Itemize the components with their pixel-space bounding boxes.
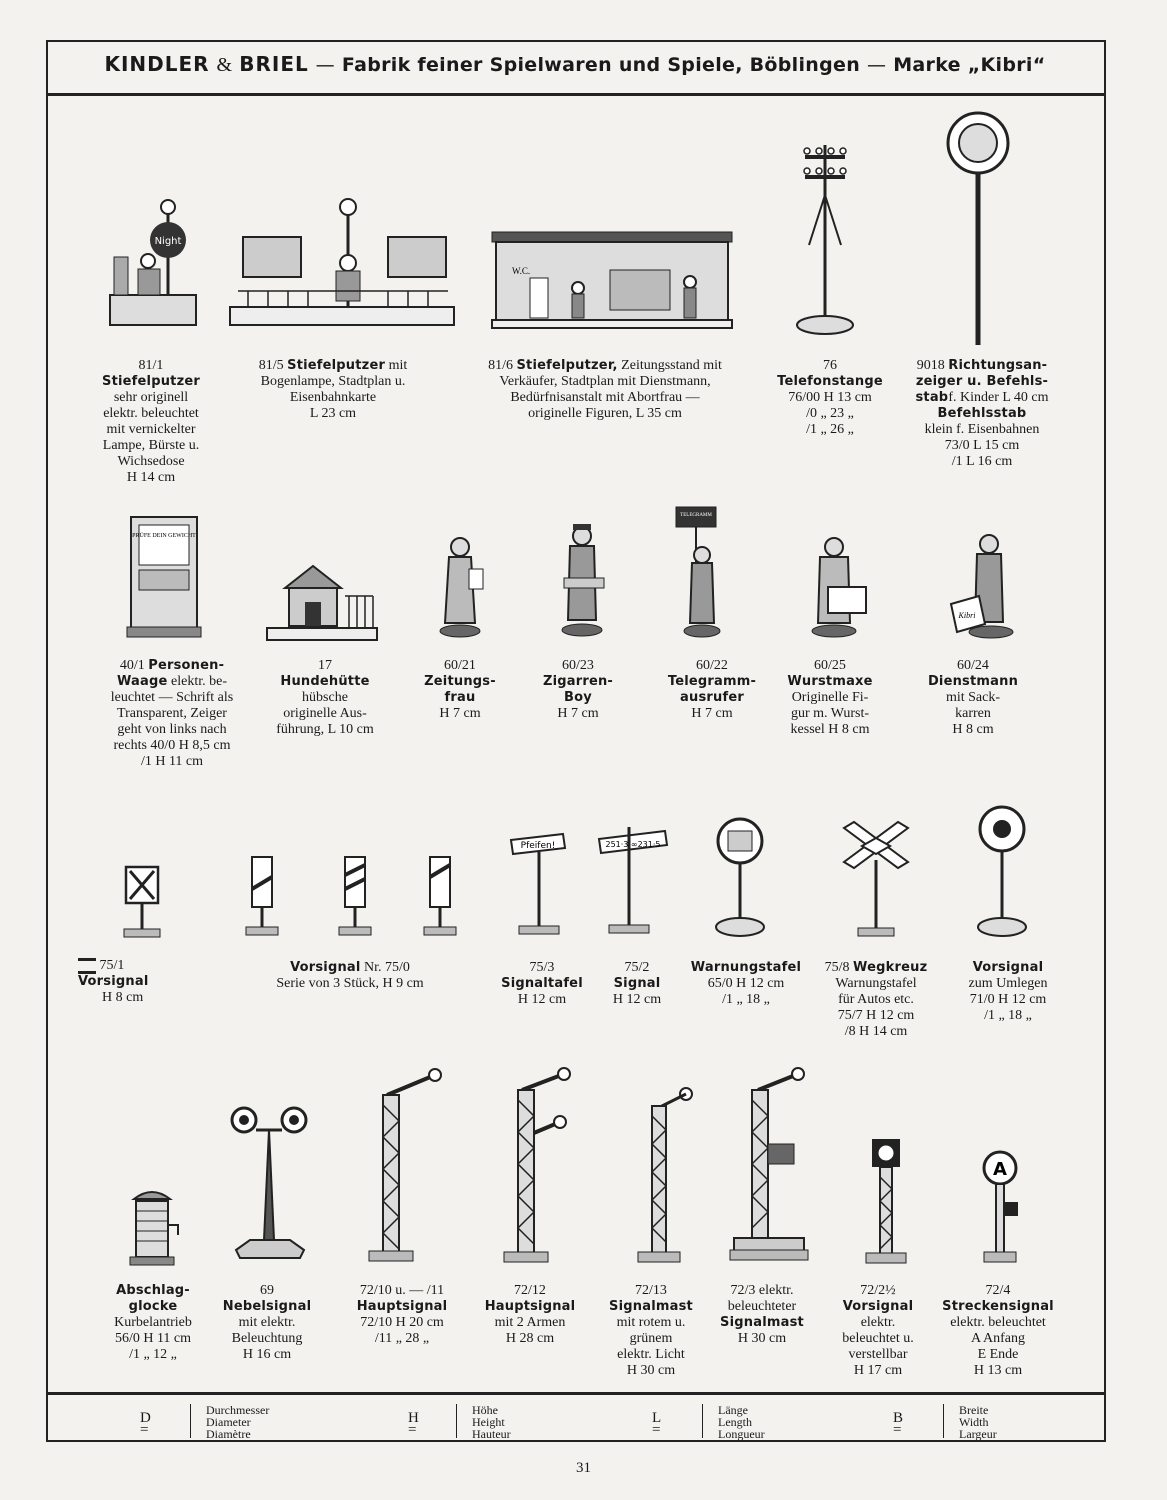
item-desc: mit 2 Armen: [494, 1315, 566, 1330]
legend-word: Diameter: [206, 1415, 251, 1429]
item-75-1: [78, 958, 158, 1006]
item-72-4: [935, 1283, 1061, 1379]
item-size: /1 „ 18 „: [984, 1008, 1032, 1023]
telegram-board-text: TELEGRAMM: [680, 513, 712, 518]
item-size: originelle Figuren, L 35 cm: [528, 406, 682, 421]
legend-key: L =: [652, 1410, 661, 1438]
item-number: 75/2: [624, 960, 650, 975]
item-number: 72/4: [985, 1283, 1011, 1298]
item-75-2: [592, 960, 682, 1008]
night-sign-text: Night: [154, 236, 182, 247]
signal-icon: [78, 958, 96, 974]
legend-key: D =: [140, 1410, 151, 1438]
header-subtitle: Fabrik feiner Spielwaren und Spiele, Böblingen: [341, 54, 861, 76]
item-name: Warnungstafel: [690, 960, 802, 975]
item-number: 81/5: [258, 358, 284, 373]
legend-word: Width: [959, 1415, 989, 1429]
item-name: Stiefelputzer: [287, 358, 386, 373]
item-size: /1 L 16 cm: [951, 454, 1013, 469]
item-desc: Kurbelantrieb: [114, 1315, 192, 1330]
item-desc: leuchtet — Schrift als: [110, 690, 234, 705]
item-desc: Beleuchtung: [231, 1331, 303, 1346]
signal-board-pfeifen-picture: [505, 830, 570, 940]
header-mark: Marke „Kibri“: [893, 54, 1046, 76]
item-name: Zigarren-: [542, 674, 614, 689]
item-name: Waage: [116, 674, 168, 689]
railway-crossing-picture: [838, 820, 913, 940]
direction-staff-picture: [945, 110, 1015, 350]
item-72-10: [332, 1283, 472, 1347]
item-number: 60/21: [444, 658, 476, 673]
item-desc: beleuchteter: [727, 1299, 797, 1314]
item-name: Vorsignal: [78, 974, 149, 990]
brand-briel: BRIEL: [239, 52, 309, 76]
item-size: 65/0 H 12 cm: [707, 976, 785, 991]
item-desc: mit elektr.: [238, 1315, 296, 1330]
legend-word: Hauteur: [472, 1427, 511, 1441]
item-name: Streckensignal: [942, 1299, 1054, 1314]
item-desc: hübsche: [302, 690, 348, 705]
legend-words: [959, 1404, 997, 1440]
legend-word: Longueur: [718, 1427, 765, 1441]
item-number: 72/2½: [860, 1283, 896, 1298]
item-size: Serie von 3 Stück, H 9 cm: [276, 976, 424, 991]
item-number: 72/3 elektr.: [730, 1283, 794, 1298]
item-size: H 8 cm: [952, 722, 994, 737]
item-name: Befehlsstab: [937, 406, 1027, 421]
distant-signal-series-picture: [240, 855, 470, 940]
item-size: H 30 cm: [626, 1363, 676, 1378]
item-name: Richtungsan-: [948, 358, 1048, 373]
item-size: 73/0 L 15 cm: [944, 438, 1020, 453]
item-name: Hundehütte: [280, 674, 370, 689]
warning-board-picture: [710, 815, 770, 940]
porter-cart-figure: [945, 532, 1025, 640]
item-size: 71/0 H 12 cm: [969, 992, 1047, 1007]
item-name: Telegramm-: [667, 674, 757, 689]
item-60-25: [770, 658, 890, 738]
item-name: stab: [915, 390, 949, 405]
item-72-13: [596, 1283, 706, 1379]
item-75-8: [812, 960, 940, 1040]
item-desc: mit Sack-: [945, 690, 1001, 705]
item-name: Dienstmann: [927, 674, 1019, 689]
item-size: H 8 cm: [102, 990, 144, 1006]
item-number: 40/1: [119, 658, 145, 673]
item-69: [212, 1283, 322, 1363]
fog-signal-picture: [230, 1100, 310, 1270]
numbers-board-text: 251·3·∞231·5: [605, 840, 661, 849]
item-desc: beleuchtet u.: [842, 1331, 914, 1346]
item-name: Hauptsignal: [484, 1299, 576, 1314]
item-60-21: [410, 658, 510, 722]
item-size: 56/0 H 11 cm: [114, 1331, 192, 1346]
item-71: [945, 960, 1071, 1024]
item-number: 60/22: [696, 658, 728, 673]
item-number: 72/13: [635, 1283, 667, 1298]
item-desc: Wichsedose: [117, 454, 185, 469]
scale-picture: [125, 515, 205, 640]
item-81-5: [228, 358, 438, 422]
item-number: 60/24: [957, 658, 989, 673]
item-65: [684, 960, 808, 1008]
item-name: Signalmast: [609, 1299, 693, 1314]
item-name: Vorsignal: [972, 960, 1044, 975]
legend-word: Largeur: [959, 1427, 997, 1441]
distant-signal-cross-picture: [118, 865, 166, 940]
footer-rule: [46, 1392, 1104, 1395]
item-81-6: [455, 358, 755, 422]
dog-kennel-picture: [265, 560, 380, 642]
item-desc: Eisenbahnkarte: [289, 390, 377, 405]
telephone-pole-picture: [795, 135, 855, 335]
item-desc: mit vernickelter: [106, 422, 196, 437]
item-size: kessel H 8 cm: [790, 722, 870, 737]
item-size: 75/7 H 12 cm: [837, 1008, 915, 1023]
telegram-crier-figure: [672, 505, 727, 640]
item-size: /1 „ 12 „: [129, 1347, 177, 1362]
item-desc: geht von links nach: [117, 722, 227, 737]
item-76: [765, 358, 895, 438]
item-size: H 30 cm: [737, 1331, 787, 1346]
item-desc: Warnungstafel: [835, 976, 917, 991]
item-name: Abschlag-: [116, 1283, 190, 1298]
item-name: Signalmast: [720, 1315, 804, 1330]
header-rule: [46, 93, 1104, 96]
item-size: H 12 cm: [517, 992, 567, 1007]
signal-mast-lights-picture: [630, 1080, 705, 1270]
line-signal-picture: [972, 1150, 1032, 1270]
item-size: L 23 cm: [309, 406, 357, 421]
item-desc: E Ende: [977, 1347, 1019, 1362]
item-name: ausrufer: [680, 690, 744, 705]
item-60-24: [915, 658, 1031, 738]
item-9018: [898, 358, 1066, 470]
item-56: [98, 1283, 208, 1363]
item-desc: Lampe, Bürste u.: [102, 438, 200, 453]
item-40-1: [92, 658, 252, 770]
item-desc: klein f. Eisenbahnen: [924, 422, 1040, 437]
header-dash: —: [315, 54, 335, 76]
item-desc: elektr. be-: [171, 674, 228, 689]
item-name: Wurstmaxe: [787, 674, 873, 689]
distant-signal-fold-picture: [972, 805, 1032, 940]
item-desc: Verkäufer, Stadtplan mit Dienstmann,: [499, 374, 711, 389]
item-number: 69: [260, 1283, 274, 1298]
legend-brace: [943, 1404, 950, 1438]
legend-word: Durchmesser: [206, 1403, 270, 1417]
item-desc: zum Umlegen: [968, 976, 1048, 991]
item-size: H 16 cm: [242, 1347, 292, 1362]
bell-picture: [122, 1185, 182, 1270]
sausage-vendor-figure: [800, 535, 870, 640]
item-desc: elektr. beleuchtet: [103, 406, 199, 421]
disc-letter: A: [993, 1159, 1007, 1180]
item-number: 9018: [916, 358, 945, 373]
item-number: 17: [318, 658, 332, 673]
illuminated-distant-signal-picture: [858, 1135, 913, 1270]
item-number: 81/6: [488, 358, 513, 373]
legend-word: Länge: [718, 1403, 748, 1417]
footer-bottom-rule: [46, 1440, 1104, 1442]
item-size: H 14 cm: [126, 470, 176, 485]
item-size: /11 „ 28 „: [374, 1331, 430, 1346]
item-number: 60/25: [814, 658, 846, 673]
legend-words: [472, 1404, 511, 1440]
wc-sign-text: W.C.: [512, 266, 531, 276]
item-72-12: [474, 1283, 586, 1347]
item-number: 75/3: [529, 960, 555, 975]
legend-brace: [456, 1404, 463, 1438]
item-desc: sehr originell: [113, 390, 189, 405]
newspaper-woman-figure: [435, 535, 485, 640]
shoeshine-figure-picture: [100, 195, 200, 330]
legend-key: B =: [893, 1410, 904, 1438]
legend-brace: [190, 1404, 197, 1438]
item-desc: mit rotem u.: [616, 1315, 686, 1330]
item-number: Nr. 75/0: [364, 960, 410, 975]
page-number: 31: [576, 1460, 591, 1476]
item-size: H 7 cm: [691, 706, 733, 721]
item-name: Nebelsignal: [222, 1299, 312, 1314]
item-size: H 7 cm: [439, 706, 481, 721]
item-desc: mit: [388, 358, 408, 373]
item-60-22: [648, 658, 776, 722]
item-size: /1 H 11 cm: [140, 754, 204, 769]
item-desc: grünem: [629, 1331, 673, 1346]
item-size: /0 „ 23 „: [806, 406, 854, 421]
item-size: rechts 40/0 H 8,5 cm: [113, 738, 231, 753]
item-name: frau: [444, 690, 476, 705]
item-size: /1 „ 18 „: [722, 992, 770, 1007]
kibri-cart-text: Kibri: [958, 611, 976, 620]
item-size: H 28 cm: [505, 1331, 555, 1346]
item-60-23: [528, 658, 628, 722]
item-number: 72/10 u. — /11: [359, 1283, 445, 1298]
item-number: 81/1: [138, 358, 164, 373]
item-desc: Transparent, Zeiger: [117, 706, 227, 721]
signal-board-numbers-picture: [595, 825, 670, 940]
item-17: [262, 658, 388, 738]
item-size: 72/10 H 20 cm: [360, 1315, 444, 1330]
legend-key: H =: [408, 1410, 419, 1438]
item-desc: elektr. Licht: [617, 1347, 685, 1362]
legend-word: Diamètre: [206, 1427, 251, 1441]
item-size: /8 H 14 cm: [844, 1024, 908, 1039]
brand-kindler: KINDLER: [104, 52, 210, 76]
legend-words: [718, 1404, 765, 1440]
item-size: H 13 cm: [973, 1363, 1023, 1378]
item-name: Stiefelputzer,: [516, 358, 618, 373]
item-size: /1 „ 26 „: [806, 422, 854, 437]
item-number: 75/1: [99, 958, 125, 974]
item-number: 75/8: [824, 960, 850, 975]
item-name: Zeitungs-: [424, 674, 496, 689]
item-name: Vorsignal: [290, 960, 361, 975]
item-desc: Zeitungsstand mit: [621, 358, 722, 373]
item-size: führung, L 10 cm: [276, 722, 374, 737]
item-size: H 17 cm: [853, 1363, 903, 1378]
item-number: 76: [823, 358, 837, 373]
shoeshine-bogenlampe-picture: [228, 195, 458, 330]
item-72-2-half: [826, 1283, 930, 1379]
item-75-3: [492, 960, 592, 1008]
illuminated-signal-mast-picture: [728, 1062, 813, 1270]
item-name: Boy: [564, 690, 592, 705]
main-signal-picture: [365, 1065, 445, 1270]
item-desc: originelle Aus-: [283, 706, 367, 721]
item-size: H 12 cm: [612, 992, 662, 1007]
legend-words: [206, 1404, 269, 1440]
item-size: H 7 cm: [557, 706, 599, 721]
item-81-1: [96, 358, 206, 486]
item-desc: Bogenlampe, Stadtplan u.: [260, 374, 406, 389]
item-name: glocke: [128, 1299, 178, 1314]
item-desc: verstellbar: [848, 1347, 908, 1362]
item-75-0: [240, 960, 460, 992]
item-desc: elektr. beleuchtet: [950, 1315, 1046, 1330]
legend-brace: [702, 1404, 709, 1438]
scale-text: PRÜFE DEIN GEWICHT: [132, 533, 196, 539]
main-signal-two-arms-picture: [500, 1060, 575, 1270]
item-desc: A Anfang: [970, 1331, 1026, 1346]
header-dash: —: [866, 54, 887, 76]
item-name: Personen-: [148, 658, 225, 673]
newsstand-picture: [490, 230, 735, 330]
brand-ampersand: &: [216, 54, 233, 76]
item-desc: elektr.: [860, 1315, 896, 1330]
item-size: 76/00 H 13 cm: [788, 390, 872, 405]
legend-word: Breite: [959, 1403, 989, 1417]
legend-word: Height: [472, 1415, 505, 1429]
item-name: zeiger u. Befehls-: [915, 374, 1049, 389]
item-name: Signal: [613, 976, 661, 991]
item-name: Vorsignal: [842, 1299, 914, 1314]
item-desc: Bedürfnisanstalt mit Abortfrau —: [510, 390, 700, 405]
item-name: Hauptsignal: [356, 1299, 448, 1314]
item-desc: Originelle Fi-: [791, 690, 869, 705]
legend-word: Höhe: [472, 1403, 498, 1417]
item-desc: für Autos etc.: [838, 992, 914, 1007]
cigar-boy-figure: [552, 522, 612, 640]
item-number: 60/23: [562, 658, 594, 673]
item-name: Stiefelputzer: [102, 374, 200, 389]
pfeifen-board-text: Pfeifen!: [520, 841, 556, 851]
item-name: Telefonstange: [777, 374, 883, 389]
item-name: Signaltafel: [501, 976, 583, 991]
item-size: f. Kinder L 40 cm: [948, 390, 1049, 405]
item-desc: karren: [955, 706, 991, 721]
item-number: 72/12: [514, 1283, 546, 1298]
item-desc: gur m. Wurst-: [790, 706, 870, 721]
page-header: [48, 52, 1102, 77]
item-name: Wegkreuz: [853, 960, 928, 975]
legend-word: Length: [718, 1415, 752, 1429]
item-72-3: [710, 1283, 814, 1347]
